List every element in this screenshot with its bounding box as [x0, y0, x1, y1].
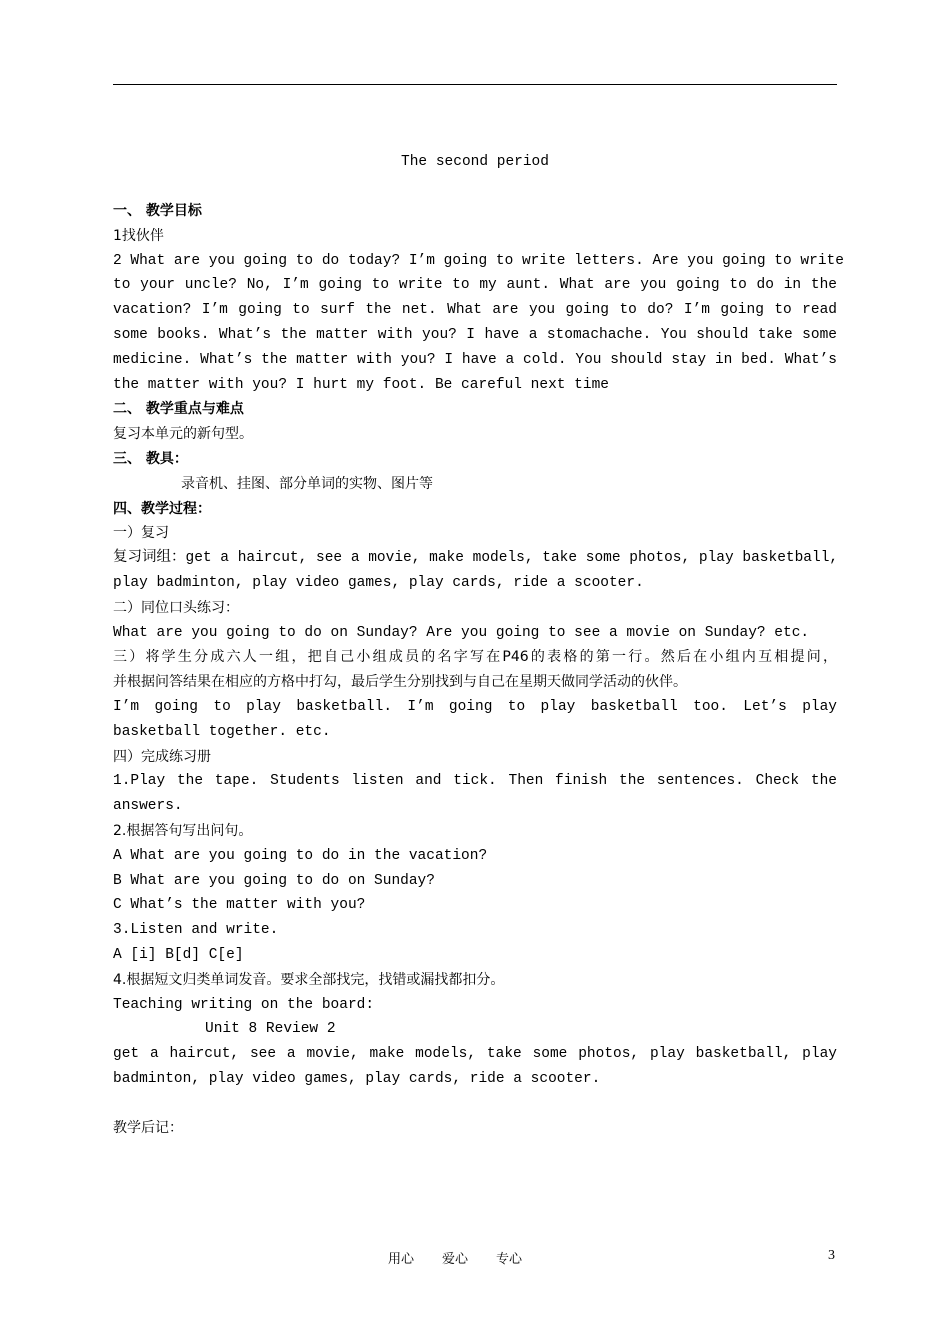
text-line: some books. What’s the matter with you? I have a stomachache. You should take some	[113, 326, 837, 343]
text-line: A What are you going to do in the vacation?	[113, 847, 488, 864]
text-line: 1找伙伴	[113, 227, 164, 244]
document-body	[113, 150, 844, 1141]
footer-word: 爱心	[442, 1252, 469, 1267]
text-line: vacation? I’m going to surf the net. What are you going to do? I’m going to read	[113, 302, 837, 319]
text-line: answers.	[113, 798, 183, 815]
lesson-plan-text	[113, 199, 844, 1141]
page-number: 3	[828, 1248, 835, 1263]
text-line: 2 What are you going to do today? I’m going to write letters. Are you going to write	[113, 252, 844, 269]
text-line: to your uncle? No, I’m going to write to my aunt. What are you going to do in the	[113, 277, 837, 294]
text-line: C What’s the matter with you?	[113, 897, 366, 914]
text-line: A [i] B[d] C[e]	[113, 946, 244, 963]
text-line: get a haircut, see a movie, make models, take some photos, play basketball, play	[113, 1046, 837, 1063]
text-line: What are you going to do on Sunday? Are you going to see a movie on Sunday? etc.	[113, 624, 810, 641]
text-line: basketball together. etc.	[113, 723, 331, 740]
text-line: 三、 教具：	[113, 450, 188, 467]
text-line: B What are you going to do on Sunday?	[113, 872, 435, 889]
text-line: 2.根据答句写出问句。	[113, 822, 253, 839]
text-line: 复习词组：get a haircut, see a movie, make models, take some photos, play basketball,	[113, 550, 839, 567]
page-title: The second period	[401, 154, 549, 170]
text-line: 1.Play the tape. Students listen and tick. Then finish the sentences. Check the	[113, 773, 837, 790]
text-line: 一）复习	[113, 525, 169, 542]
header-rule	[113, 84, 837, 85]
text-line: play badminton, play video games, play cards, ride a scooter.	[113, 574, 644, 591]
text-line: 教学后记：	[113, 1120, 183, 1137]
text-line: 3.Listen and write.	[113, 922, 279, 939]
text-line: 四、教学过程：	[113, 500, 211, 517]
text-line: Unit 8 Review 2	[205, 1021, 336, 1038]
text-line: 录音机、挂图、部分单词的实物、图片等	[181, 475, 433, 492]
blank-line	[113, 1092, 837, 1117]
text-line: 二、 教学重点与难点	[113, 401, 244, 418]
text-line: 一、 教学目标	[113, 203, 202, 219]
text-line: 三）将学生分成六人一组，把自己小组成员的名字写在P46的表格的第一行。然后在小组内互相提问，	[113, 649, 837, 666]
text-line: 二）同位口头练习：	[113, 599, 239, 616]
text-line: 四）完成练习册	[113, 748, 211, 765]
footer-word: 专心	[496, 1252, 523, 1267]
text-line: 并根据问答结果在相应的方格中打勾，最后学生分别找到与自己在星期天做同学活动的伙伴。	[113, 674, 687, 691]
text-line: badminton, play video games, play cards, ride a scooter.	[113, 1070, 601, 1087]
text-line: 4.根据短文归类单词发音。要求全部找完，找错或漏找都扣分。	[113, 971, 505, 988]
text-line: medicine. What’s the matter with you? I have a cold. You should stay in bed. What’s	[113, 351, 837, 368]
footer-motto	[388, 1248, 550, 1267]
text-line: Teaching writing on the board:	[113, 996, 375, 1013]
text-line: I’m going to play basketball. I’m going to play basketball too. Let’s play	[113, 698, 837, 715]
text-line: 复习本单元的新句型。	[113, 426, 253, 443]
page-footer	[0, 1248, 950, 1268]
text-line: the matter with you? I hurt my foot. Be careful next time	[113, 376, 609, 393]
footer-word: 用心	[388, 1252, 415, 1267]
